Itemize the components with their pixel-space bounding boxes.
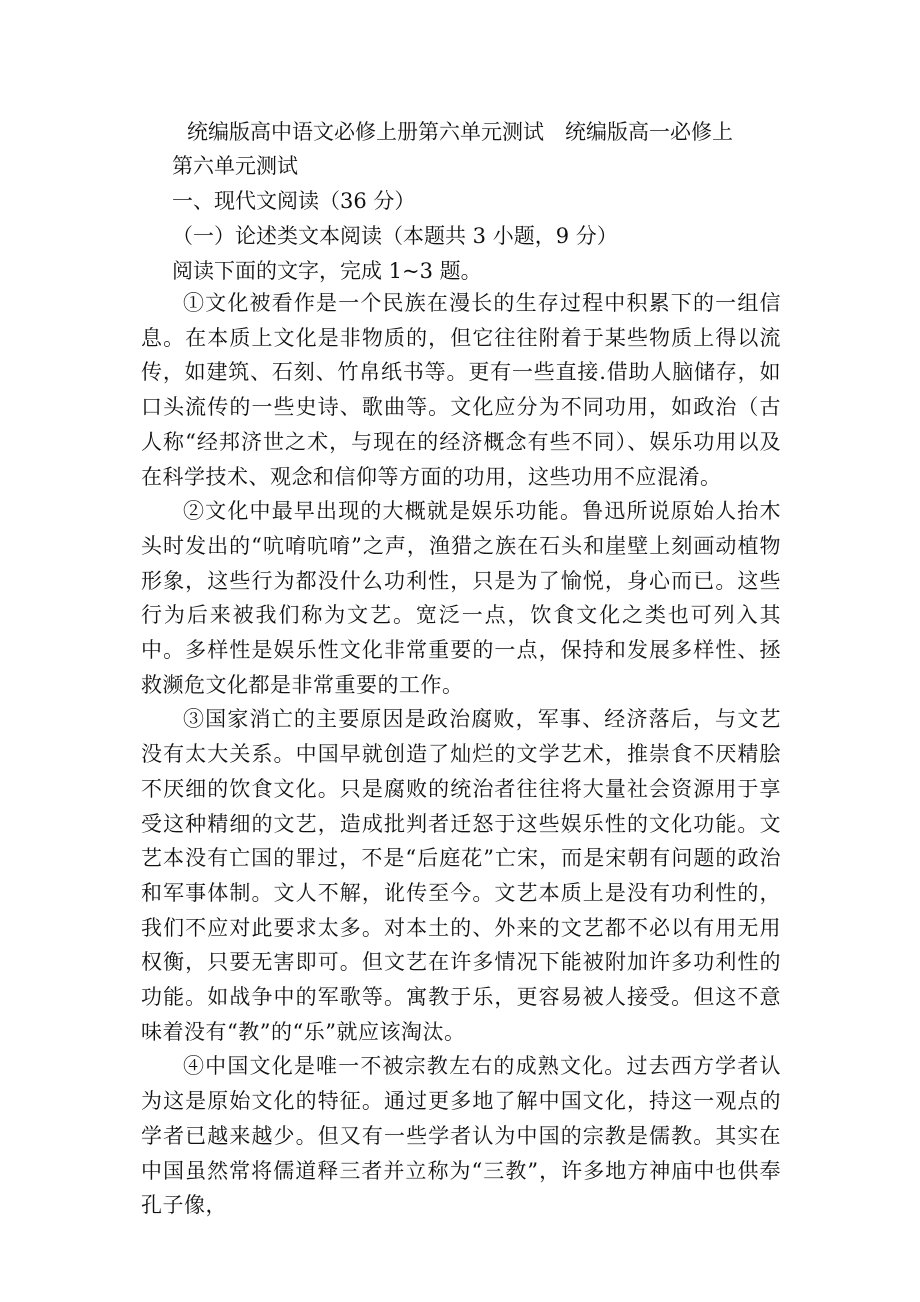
section-heading: 一、现代文阅读（36 分） [172, 189, 416, 213]
paragraph-1: ①文化被看作是一个民族在漫长的生存过程中积累下的一组信息。在本质上文化是非物质的，但它往往附着于某些物质上得以流传，如建筑、石刻、竹帛纸书等。更有一些直接.借助人脑储存，如口头流传的一些史诗、歌曲等。文化应分为不同功用，如政治（古人称“经邦济世之术，与现在的经济概念有些不同）、娱乐功用以及在科学技术、观念和信仰等方面的功用，这些功用不应混淆。 [141, 291, 781, 489]
reading-text [141, 286, 781, 1223]
unit-heading: 第六单元测试 [172, 154, 298, 178]
subsection-heading: （一）论述类文本阅读（本题共 3 小题，9 分） [172, 224, 618, 248]
document-title: 统编版高中语文必修上册第六单元测试 统编版高一必修上 [187, 120, 733, 144]
paragraph-3: ③国家消亡的主要原因是政治腐败，军事、经济落后，与文艺没有太大关系。中国早就创造了灿烂的文学艺术，推崇食不厌精脍不厌细的饮食文化。只是腐败的统治者往往将大量社会资源用于享受这种精细的文艺，造成批判者迁怒于这些娱乐性的文化功能。文艺本没有亡国的罪过，不是“后庭花”亡宋，而是宋朝有问题的政治和军事体制。文人不解，讹传至今。文艺本质上是没有功利性的，我们不应对此要求太多。对本土的、外来的文艺都不必以有用无用权衡，只要无害即可。但文艺在许多情况下能被附加许多功利性的功能。如战争中的军歌等。寓教于乐，更容易被人接受。但这不意味着没有“教”的“乐”就应该淘汰。 [141, 707, 781, 1044]
reading-instruction: 阅读下面的文字，完成 1~3 题。 [172, 259, 482, 283]
paragraph-2: ②文化中最早出现的大概就是娱乐功能。鲁迅所说原始人抬木头时发出的“吭唷吭唷”之声，渔猎之族在石头和崖壁上刻画动植物形象，这些行为都没什么功利性，只是为了愉悦，身心而已。这些行为后来被我们称为文艺。宽泛一点，饮食文化之类也可列入其中。多样性是娱乐性文化非常重要的一点，保持和发展多样性、拯救濒危文化都是非常重要的工作。 [141, 499, 781, 697]
paragraph-4: ④中国文化是唯一不被宗教左右的成熟文化。过去西方学者认为这是原始文化的特征。通过更多地了解中国文化，持这一观点的学者已越来越少。但又有一些学者认为中国的宗教是儒教。其实在中国虽然常将儒道释三者并立称为“三教”，许多地方神庙中也供奉孔子像， [141, 1054, 781, 1218]
